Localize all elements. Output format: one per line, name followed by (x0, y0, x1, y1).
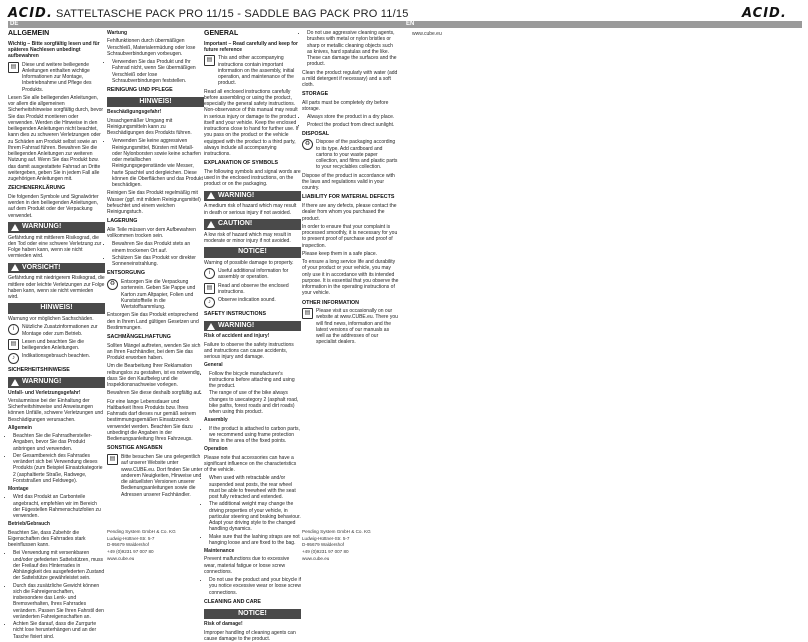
storage-list-de (107, 241, 204, 267)
warning-box-de (8, 222, 105, 233)
intro-row-de (8, 62, 105, 93)
list-item: • Follow the bicycle manufacturer's instructions before attaching and using the product. (209, 371, 301, 390)
read-text: Lesen und beachten Sie die beiliegenden Anleitungen. (22, 338, 84, 352)
heading-other-de: SONSTIGE ANGABEN (107, 445, 163, 452)
warning-label: WARNING! (218, 321, 255, 329)
sub-general-en: General (204, 362, 223, 369)
cleaning-risk-de: Beschädigungsgefahr! (107, 109, 162, 116)
symbols-text-de: Die folgenden Symbole und Signalwörter werden in den beiliegenden Anleitungen, auf dem Produkt oder der Verpackung verwendet. (8, 193, 99, 219)
heading-liability-en: LIABILITY FOR MATERIAL DEFECTS (302, 194, 395, 201)
other-row-de (107, 454, 204, 498)
document-title: SATTELTASCHE PACK PRO 11/15 - SADDLE BAG PACK PRO 11/15 (56, 8, 409, 20)
heading-storage-en: STORAGE (302, 91, 329, 98)
footer-company: Pending System GmbH & Co. KG (302, 529, 371, 534)
heading-safety-en: SAFETY INSTRUCTIONS (204, 311, 266, 318)
list-item: • Achten Sie darauf, dass die Zurrgurte nicht lose herunterhängen und an der Tasche fixiert sind. (13, 621, 105, 640)
sound-text: Observe indication sound. (218, 297, 276, 304)
sub-maintenance-en: Maintenance (204, 548, 235, 555)
sub-assembly-de: Montage (8, 486, 29, 493)
liability-text4-de: Für eine lange Lebensdauer und Haltbarkeit Ihres Produkts bzw. Ihres Fahrrads darf dieses nur gemäß seinem bestimmungsgemäßen Einsatzzweck verwendet werden. Beachten Sie dazu unbedingt die Angaben in der Bedienungsanleitung Ihres Fahrzeugs. (107, 398, 196, 443)
warning-label: WARNING! (218, 191, 255, 199)
notice-box-cleaning-de: HINWEIS! (107, 97, 204, 108)
icon-row-sound-de (8, 353, 105, 364)
general-list-de (8, 433, 105, 484)
assembly-list-en (204, 426, 301, 445)
column-de-2 (107, 30, 204, 518)
intro-text-de: Diese und weitere beiliegende Anleitungen enthalten wichtige Informationen zur Montage, Inbetriebnahme und Pflege des Produkts. (22, 61, 92, 93)
liability-text1-en: If there are any defects, please contact the dealer from whom you purchased the product. (302, 203, 397, 222)
brand-logo-right: ACID. (742, 6, 787, 21)
notice-text-en: Warning of possible damage to property. (204, 259, 294, 266)
website-url[interactable]: www.cube.eu (412, 31, 442, 37)
heading-cleaning-en: CLEANING AND CARE (204, 598, 261, 605)
footer-city: D-95679 Waldershof (302, 542, 344, 548)
safety-warning-box-en (204, 321, 301, 332)
liability-text1-de: Sollten Mängel auftreten, wenden Sie sich an Ihren Fachhändler, bei dem Sie das Produkt erworben haben. (107, 342, 201, 362)
sub-assembly-en: Assembly (204, 417, 228, 424)
safety-text-en: Failure to observe the safety instructions and instructions can cause accidents, serious injury and damage. (204, 341, 294, 361)
disposal-text2-de: Entsorgen Sie das Produkt entsprechend den in Ihrem Land gültigen Gesetzen und Bestimmungen. (107, 312, 199, 331)
cleaning-text-de: Unsachgemäßer Umgang mit Reinigungsmitteln kann zu Beschädigungen des Produkts führen. (107, 117, 192, 137)
warning-triangle-icon (207, 221, 215, 228)
footer-street: Ludwig-Hüttner-Str. 5-7 (302, 535, 350, 541)
liability-text4-en: To ensure a long service life and durability of your product or your vehicle, you may only use it in accordance with its intended purpose. It is essential that you observe the information in the operating instructions of your vehicle. (302, 259, 399, 297)
footer-address-en (302, 529, 371, 562)
list-item: • Verwenden Sie das Produkt und Ihr Fahrrad nicht, wenn Sie übermäßigen Verschleiß oder lose Schraubverbindungen feststellen. (112, 59, 204, 84)
warning-triangle-icon (11, 379, 19, 386)
footer-street: Ludwig-Hüttner-Str. 5-7 (107, 535, 155, 541)
icon-row-sound-en (204, 297, 301, 308)
storage-text-en: All parts must be completely dry before storage. (302, 99, 389, 113)
disposal-row-de (107, 279, 204, 310)
general-text-de: Lesen Sie alle beiliegenden Anleitungen, vor allem die allgemeinen Sicherheitshinweise sorgfältig durch, bevor Sie das Produkt montieren oder verwenden. Werden die Hinweise in den beiliegenden Anleitungen nicht beachtet, kann dies zu schweren Verletzungen oder zu Schäden am Produkt selbst sowie an Ihrem Fahrrad führen. Bewahren Sie die beiliegenden Anleitungen zur weiteren Nutzung auf. Wenn Sie das Produkt bzw. das damit ausgestattete Fahrrad an Dritte weitergeben, geben Sie in jedem Fall alle zugehörigen Anleitungen mit. (8, 94, 104, 182)
footer-address-de (107, 529, 176, 562)
safety-risk-de: Unfall- und Verletzungsgefahr! (8, 389, 81, 396)
warning-box-en (204, 191, 301, 202)
info-icon: i (204, 268, 215, 279)
cleaning-list-de (107, 138, 204, 188)
warning-text-en: A medium risk of hazard which may result in death or serious injury if not avoided. (204, 203, 297, 216)
book-icon: ▤ (107, 454, 118, 465)
book-icon: ▤ (204, 283, 215, 294)
notice-text-de: Warnung vor möglichen Sachschäden. (8, 316, 94, 323)
storage-list-en (302, 114, 399, 128)
info-text: Nützliche Zusatzinformationen zur Montage oder zum Betrieb. (22, 324, 98, 337)
list-item: • Always store the product in a dry place. (307, 114, 399, 120)
caution-box-en (204, 219, 301, 230)
column-de-1 (8, 30, 105, 640)
sub-maintenance-de: Wartung (107, 30, 128, 36)
sound-icon: ♪ (204, 297, 215, 308)
intro-text-en: This and other accompanying instructions contain important information on the assembly, initial operation, and maintenance of the product. (218, 55, 295, 87)
caution-text-en: A low risk of hazard which may result in moderate or minor injury if not avoided. (204, 231, 292, 244)
list-item: • Do not use aggressive cleaning agents, brushes with metal or nylon bristles or sharp or metallic cleaning objects such as knives, hard spatulas and the like. These can damage the surfaces and the product. (307, 30, 399, 68)
disposal-text: Dispose of the packaging according to its type. Add cardboard and cartons to your waste paper collection, and films and plastic parts to your recyclables collection. (316, 139, 398, 171)
info-text: Useful additional information for assembly or operation. (218, 268, 289, 281)
list-item: • Bei Verwendung mit versenkbaren und/oder gefederten Sattelstützen, muss der Freilauf des Hinterrades in Abhängigkeit des ausgefederten Zustand der Sattelstütze gewährleistet sein. (13, 550, 105, 581)
safety-text-de: Versäumnisse bei der Einhaltung der Sicherheitshinweise und Anweisungen können Unfälle, schwere Verletzungen und Beschädigungen verursachen. (8, 397, 104, 423)
book-icon: ▤ (8, 339, 19, 350)
notice-box-cleaning-en: NOTICE! (204, 609, 301, 620)
storage-text-de: Alle Teile müssen vor dem Aufbewahren vollkommen trocken sein. (107, 226, 196, 240)
operation-text-de: Beachten Sie, dass Zubehör die Eigenschaften des Fahrrades stark beeinflussen kann. (8, 529, 86, 549)
symbols-text-en: The following symbols and signal words are used in the enclosed instructions, on the product or on the packaging. (204, 168, 301, 188)
warning-triangle-icon (11, 224, 19, 231)
heading-safety-de: SICHERHEITSHINWEISE (8, 367, 70, 374)
caution-box-de (8, 263, 105, 274)
warning-triangle-icon (207, 323, 215, 330)
language-bar-de: DE (8, 21, 408, 28)
cleaning-text-en: Improper handling of cleaning agents can cause damage to the product. (204, 629, 296, 642)
list-item: • The additional weight may change the driving properties of your vehicle, in particular steering and braking behaviour. Adapt your driving style to the changed handling dynamics. (209, 501, 301, 532)
warning-label: WARNUNG! (22, 377, 62, 385)
liability-text2-de: Um die Bearbeitung Ihrer Reklamation reibungslos zu gestalten, ist es notwendig, dass Sie den Kaufbeleg und die Inspektionsnachweise vorlegen. (107, 363, 201, 389)
liability-text3-en: Please keep them in a safe place. (302, 250, 378, 257)
heading-cleaning-de: REINIGUNG UND PFLEGE (107, 87, 173, 93)
disposal-text2-en: Dispose of the product in accordance with the laws and regulations valid in your country. (302, 172, 395, 192)
read-text: Read and observe the enclosed instructions. (218, 282, 289, 295)
heading-other-en: OTHER INFORMATION (302, 299, 359, 306)
icon-row-read-de (8, 339, 105, 352)
caution-label: CAUTION! (218, 219, 253, 227)
brand-logo: ACID. (8, 6, 53, 21)
heading-general-en: GENERAL (204, 30, 239, 37)
intro-row-en (204, 55, 301, 86)
icon-row-info-de (8, 324, 105, 337)
general-text-en: Read all enclosed instructions carefully before assembling or using the product, especially the general safety instructions. Non-observance of this manual may result in serious injury or damage to the product itself and your vehicle. Keep the enclosed instructions close to hand for further use. If you pass on the product or the vehicle equipped with the product to a third party, always include all accompanying instructions. (204, 88, 299, 157)
heading-disposal-en: DISPOSAL (302, 130, 330, 137)
operation-text-en: Please note that accessories can have a significant influence on the characteristics of the vehicle. (204, 454, 297, 474)
cleaning-risk-en: Risk of damage! (204, 621, 243, 628)
heading-general-de: ALLGEMEIN (8, 30, 50, 37)
list-item: • Durch das zusätzliche Gewicht können sich die Fahreigenschaften, insbesondere das Lenk- und Bremsverhalten, Ihres Fahrrades verändern. Passen Sie Ihren Fahrstil den veränderten Fahreigenschaften an. (13, 583, 105, 621)
list-item: • When used with retractable and/or suspended seat posts, the rear wheel must be able to freewheel with the seat post fully retracted and extended. (209, 475, 301, 500)
caution-text-de: Gefährdung mit niedrigerem Risikograd, die mittlere oder leichte Verletzungen zur Folge haben kann, wenn sie nicht vermieden wird. (8, 275, 105, 301)
list-item: • Schützen Sie das Produkt vor direkter Sonneneinstrahlung. (112, 255, 204, 268)
safety-risk-en: Risk of accident and injury! (204, 333, 270, 340)
notice-box-de: HINWEIS! (8, 303, 105, 314)
warning-label: WARNUNG! (22, 222, 62, 230)
list-item: • The range of use of the bike always changes to usecategory 2 (asphalt road, bike paths, forest roads and dirt roads) when using this product. (209, 390, 301, 415)
footer-phone: +49 (0)9231 97 007 80 (302, 548, 349, 554)
sub-general-de: Allgemein (8, 424, 32, 431)
list-item: • Beachten Sie die Fahrradhersteller-Angaben, bevor Sie das Produkt anbringen und verwenden. (13, 433, 105, 452)
book-icon: ▤ (302, 308, 313, 319)
sub-operation-en: Operation (204, 446, 228, 453)
footer-phone: +49 (0)9231 97 007 80 (107, 548, 154, 554)
list-item: • Make sure that the lashing straps are not hanging loose and are fixed to the bag. (209, 534, 301, 547)
heading-liability-de: SACHMÄNGELHAFTUNG (107, 334, 171, 341)
footer-web: www.cube.eu (107, 555, 135, 561)
list-item: • Protect the product from direct sunlight. (307, 122, 399, 128)
sound-text: Indikationsgebrauch beachten. (22, 353, 91, 360)
assembly-list-de (8, 494, 105, 519)
list-item: • Bewahren Sie das Produkt stets an einem trockenen Ort auf. (112, 241, 204, 254)
sub-operation-de: Betrieb/Gebrauch (8, 521, 50, 528)
liability-text2-en: In order to ensure that your complaint is processed smoothly, it is necessary for you to present proof of purchase and proof of inspection. (302, 223, 398, 249)
recycle-icon: ♻ (107, 279, 118, 290)
other-row-en (302, 308, 399, 346)
operation-list-de (8, 550, 105, 640)
cleaning-text2-de: Reinigen Sie das Produkt regelmäßig mit Wasser (ggf. mit mildem Reinigungsmittel) befeuchtet und einem weichen Reinigungstuch. (107, 190, 201, 216)
sound-icon: ♪ (8, 353, 19, 364)
disposal-row-en (302, 139, 399, 170)
intro-bold-en: Important – Read carefully and keep for future reference (204, 40, 298, 53)
maintenance-list-en (204, 577, 301, 596)
caution-label: VORSICHT! (22, 263, 61, 271)
heading-disposal-de: ENTSORGUNG (107, 270, 145, 277)
notice-box-en: NOTICE! (204, 247, 301, 258)
safety-warning-box-de (8, 377, 105, 388)
intro-bold-de: Wichtig – Bitte sorgfältig lesen und für späteres Nachlesen unbedingt aufbewahren (8, 40, 100, 60)
warning-triangle-icon (11, 264, 19, 271)
column-en-2 (302, 30, 399, 518)
operation-list-en (204, 475, 301, 546)
heading-storage-de: LAGERUNG (107, 218, 138, 225)
other-text: Please visit us occasionally on our website at www.CUBE.eu. There you will find news, information and the latest versions of our manuals as well as the addresses of our specialist dealers. (316, 308, 398, 346)
maintenance-text-de: Fehlfunktionen durch übermäßigen Verschleiß, Materialermüdung oder lose Schraubverbindungen vorbeugen. (107, 38, 196, 57)
book-icon: ▤ (204, 55, 215, 66)
footer-web: www.cube.eu (302, 555, 330, 561)
cleaning-list-en (302, 30, 399, 68)
list-item: • Verwenden Sie keine aggressiven Reinigungsmittel, Bürsten mit Metall- oder Nylonborsten sowie keine scharfen oder metallischen Reinigungsgegenstände wie Messer, harte Spachtel und dergleichen. Diese können die Oberflächen und das Produkt beschädigen. (112, 138, 204, 188)
warning-text-de: Gefährdung mit mittlerem Risikograd, die den Tod oder eine schwere Verletzung zur Folge haben kann, wenn sie nicht vermieden wird. (8, 234, 102, 260)
list-item: • If the product is attached to carbon parts, we recommend using frame protection films in the area of the fixed points. (209, 426, 301, 445)
list-item: • Wird das Produkt an Carbonteile angebracht, empfehlen wir im Bereich der Fügestellen Rahmenschutzfolien zu verwenden. (13, 494, 105, 519)
language-bar-en: EN (404, 21, 802, 28)
info-icon: i (8, 324, 19, 335)
liability-text3-de: Bewahren Sie diese deshalb sorgfältig auf. (107, 390, 202, 397)
icon-row-read-en (204, 283, 301, 296)
column-en-1 (204, 30, 301, 642)
footer-city: D-95679 Waldershof (107, 542, 149, 548)
book-icon: ▤ (8, 62, 19, 73)
icon-row-info-en (204, 268, 301, 281)
general-list-en (204, 371, 301, 416)
disposal-text: Entsorgen Sie die Verpackung sortenrein. Geben Sie Pappe und Karton zum Altpapier, Folien und Kunststoffteile in die Wertstoffsammlung. (121, 279, 196, 311)
heading-symbols-de: ZEICHENERKLÄRUNG (8, 185, 66, 192)
maintenance-list-de (107, 59, 204, 84)
heading-symbols-en: EXPLANATION OF SYMBOLS (204, 160, 279, 167)
warning-triangle-icon (207, 192, 215, 199)
other-text: Bitte besuchen Sie uns gelegentlich auf unserer Website unter www.CUBE.eu. Dort finden Sie unter anderem Neuigkeiten, Hinweise und die aktuellsten Versionen unserer Bedienungsanleitungen sowie die Adressen unserer Fachhändler. (121, 454, 203, 498)
footer-company: Pending System GmbH & Co. KG (107, 529, 176, 534)
cleaning-text2-en: Clean the product regularly with water (add a mild detergent if necessary) and a soft cloth. (302, 69, 398, 88)
maintenance-text-en: Prevent malfunctions due to excessive wear, material fatigue or loose screw connections. (204, 556, 290, 575)
recycle-icon: ♻ (302, 139, 313, 150)
list-item: • Do not use the product and your bicycle if you notice excessive wear or loose screw connections. (209, 577, 301, 596)
list-item: • Der Gesamtbereich des Fahrrades verändert sich bei Verwendung dieses Produkts (zum Beispiel Einsatzkategorie 2 (asphaltierte Straße, Radwege, Forststraßen und Feldwege). (13, 453, 105, 484)
